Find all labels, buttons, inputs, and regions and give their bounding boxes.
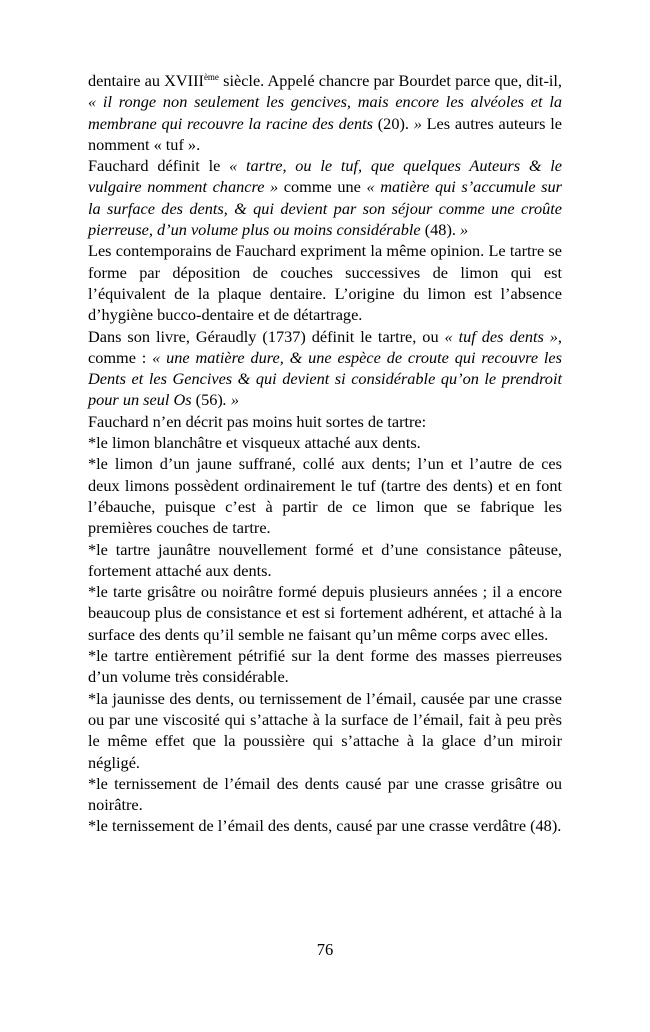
quotation: « il ronge non seulement les gencives, mais encore les alvéoles et la membrane qui recouvre la racine des dents [88,92,562,133]
page-body [88,70,562,837]
paragraph-geraudly [88,326,562,411]
text-segment: comme une [278,177,367,197]
paragraph-bourdet [88,70,562,155]
quotation: « tartre, ou le tuf, que quelques Auteurs & le vulgaire nomment chancre » [88,156,562,197]
list-item-tartre-4: *le tarte grisâtre ou noirâtre formé depuis plusieurs années ; il a encore beaucoup plus de consistance et est si fortement adhérent, et attaché à la surface des dents qu’il semble ne faisant qu’un même corps avec elles. [88,582,562,644]
superscript: ème [203,72,219,82]
paragraph-huit-sortes: Fauchard n’en décrit pas moins huit sortes de tartre: [88,411,427,431]
quotation-close: » [413,113,422,133]
citation: (48). [420,220,461,240]
list-item-tartre-8: *le ternissement de l’émail des dents, causé par une crasse verdâtre (48). [88,816,562,836]
text-segment: Les autres auteurs le nomment « tuf ». [88,113,563,154]
list-item-tartre-6: *la jaunisse des dents, ou ternissement de l’émail, causée par une crasse ou par une viscosité qui s’attache à la surface de l’émail, fait à peu près le même effet que la poussière qui s’attache à la glace d’un miroir négligé. [88,688,562,772]
quotation: « matière qui s’accumule sur la surface des dents, & qui devient par son séjour comme une croûte pierreuse, d’un volume plus ou moins considérable [88,177,562,240]
list-item-tartre-5: *le tartre entièrement pétrifié sur la dent forme des masses pierreuses d’un volume très considérable. [88,646,562,687]
list-item-tartre-7: *le ternissement de l’émail des dents causé par une crasse grisâtre ou noirâtre. [88,773,562,815]
paragraph-contemporains: Les contemporains de Fauchard expriment la même opinion. Le tartre se forme par déposition de couches successives de limon qui est l’équivalent de la plaque dentaire. L’origine du limon est l’absence d’hygiène bucco-dentaire et de détartrage. [88,241,562,325]
citation: (20). [373,113,414,133]
text-segment: , comme : [88,326,562,367]
text-segment: dentaire au XVIII [88,71,204,90]
paragraph-fauchard-definition [88,155,562,240]
text-segment: siècle. Appelé chancre par Bourdet parce que, dit-il, [218,71,562,90]
quotation-close: . » [222,390,240,410]
page-number: 76 [316,940,334,959]
quotation: « tuf des dents » [444,326,558,346]
list-item-tartre-3: *le tartre jaunâtre nouvellement formé et d’une consistance pâteuse, fortement attaché aux dents. [88,539,562,580]
citation: (56) [191,390,223,410]
text-segment: Dans son livre, Géraudly (1737) définit le tartre, ou [88,326,445,346]
list-item-tartre-1: *le limon blanchâtre et visqueux attaché aux dents. [88,433,421,453]
text-segment: Fauchard définit le [88,156,230,176]
quotation: « une matière dure, & une espèce de croute qui recouvre les Dents et les Gencives & qui devient si considérable qu’on le prendroit pour un seul Os [88,347,562,410]
list-item-tartre-2: *le limon d’un jaune suffrané, collé aux dents; l’un et l’autre de ces deux limons possèdent ordinairement le tuf (tartre des dents) et en font l’ébauche, puisque c’est à partir de ce limon que se fabrique les premières couches de tartre. [88,454,562,538]
quotation-close: » [460,220,469,240]
